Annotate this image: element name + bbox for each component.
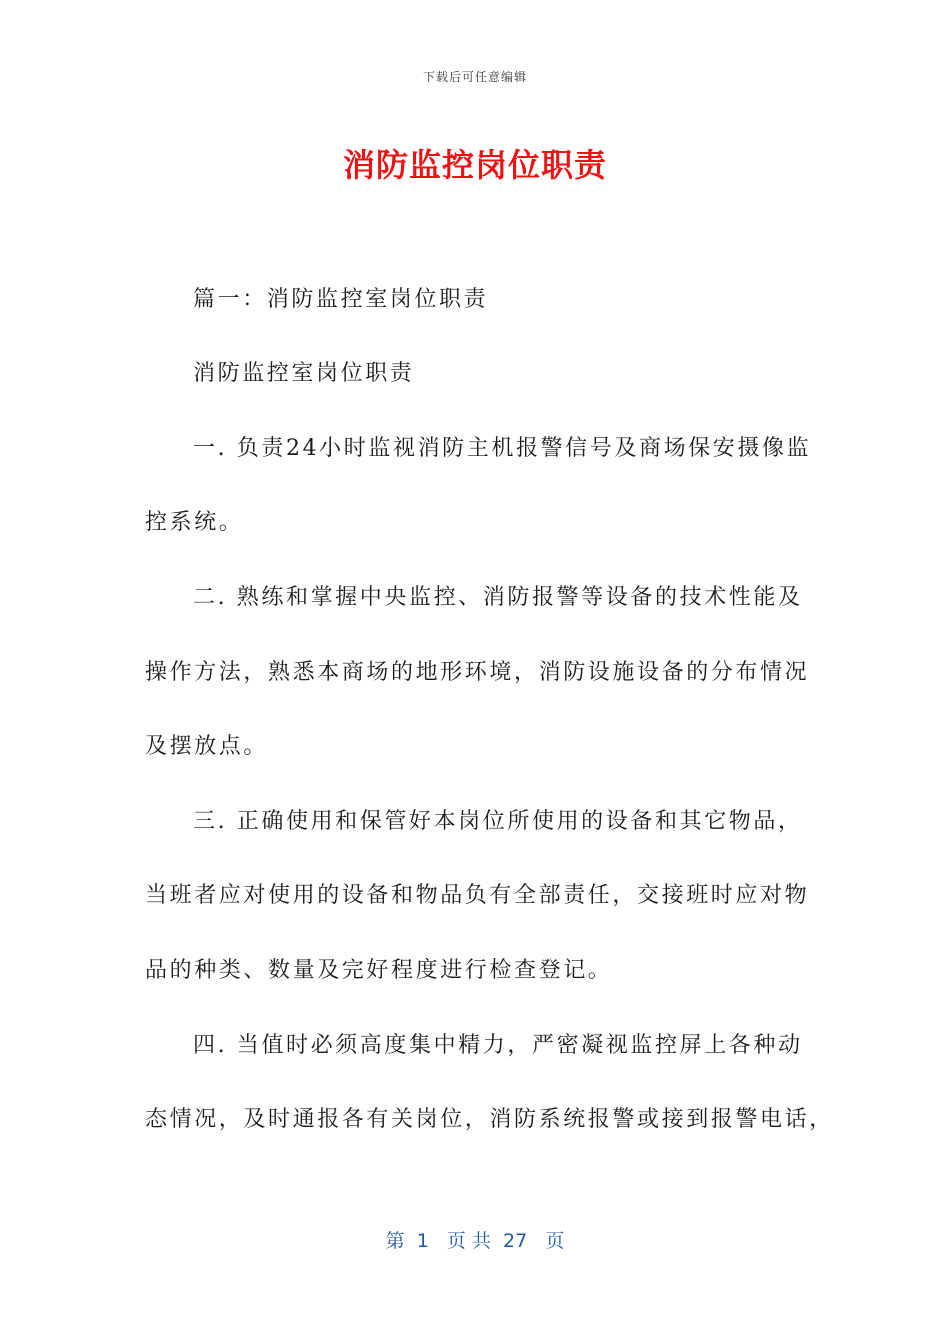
page-footer: 第 1 页 共 27 页 (385, 1230, 565, 1252)
paragraph-line: 一. 负责24小时监视消防主机报警信号及商场保安摄像监 (193, 436, 812, 461)
header-note: 下载后可任意编辑 (422, 70, 527, 84)
paragraph-line: 操作方法，熟悉本商场的地形环境，消防设施设备的分布情况 (145, 660, 810, 685)
paragraph-line: 篇一：消防监控室岗位职责 (193, 287, 489, 312)
paragraph-line: 品的种类、数量及完好程度进行检查登记。 (145, 958, 613, 983)
paragraph-line: 消防监控室岗位职责 (193, 361, 415, 386)
paragraph-line: 控系统。 (145, 510, 244, 535)
document-title: 消防监控岗位职责 (342, 146, 607, 184)
paragraph-line: 及摆放点。 (145, 734, 269, 759)
paragraph-line: 二. 熟练和掌握中央监控、消防报警等设备的技术性能及 (193, 585, 803, 610)
paragraph-line: 态情况，及时通报各有关岗位，消防系统报警或接到报警电话， (145, 1107, 834, 1132)
paragraph-line: 当班者应对使用的设备和物品负有全部责任，交接班时应对物 (145, 883, 810, 908)
paragraph-line: 四. 当值时必须高度集中精力，严密凝视监控屏上各种动 (193, 1033, 803, 1058)
paragraph-line: 三. 正确使用和保管好本岗位所使用的设备和其它物品， (193, 809, 803, 834)
